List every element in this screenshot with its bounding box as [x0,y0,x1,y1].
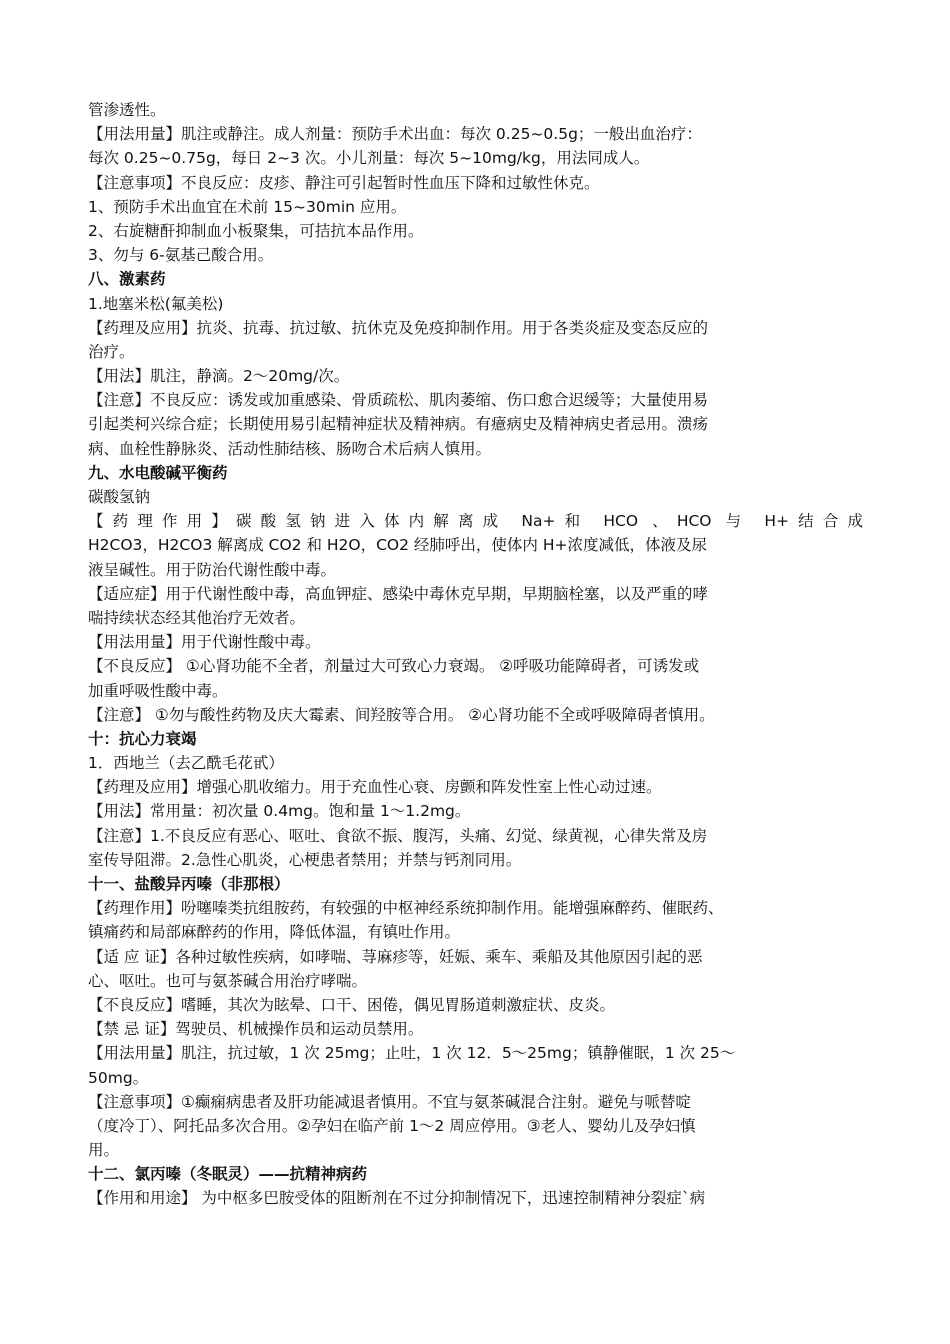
text-line: 【注意】1.不良反应有恶心、呕吐、食欲不振、腹泻，头痛、幻觉、绿黄视，心律失常及房 [88,826,708,845]
text-line: 【用法】常用量：初次量 0.4mg。饱和量 1～1.2mg。 [88,802,471,821]
text-line: 心、呕吐。也可与氨茶碱合用治疗哮喘。 [88,971,368,990]
text-line: 加重呼吸性酸中毒。 [88,681,228,700]
text-line: 【用法用量】用于代谢性酸中毒。 [88,633,321,652]
text-line: 喘持续状态经其他治疗无效者。 [88,608,306,627]
text-line: 【注意事项】不良反应：皮疹、静注可引起暂时性血压下降和过敏性休克。 [88,173,600,192]
text-line: 【用法】肌注，静滴。2～20mg/次。 [88,367,350,386]
text-line: 【用法用量】肌注或静注。成人剂量：预防手术出血：每次 0.25~0.5g；一般出血治疗： [88,125,702,144]
text-line: 镇痛药和局部麻醉药的作用，降低体温，有镇吐作用。 [88,923,461,942]
text-line: 3、勿与 6-氨基己酸合用。 [88,246,274,265]
text-line: 1．西地兰（去乙酰毛花甙） [88,754,284,773]
text-line: 1.地塞米松(氟美松) [88,294,224,313]
text-line: 【药理作用】碳酸氢钠进入体内解离成 Na+和 HCO 、HCO 与 H+结合成 [88,512,863,531]
text-line: 【注意】 ①勿与酸性药物及庆大霉素、间羟胺等合用。 ②心肾功能不全或呼吸障碍者慎用。 [88,705,715,724]
text-line: 引起类柯兴综合症；长期使用易引起精神症状及精神病。有癔病史及精神病史者忌用。溃疡 [88,415,709,434]
text-line: 【注意事项】①癫痫病患者及肝功能减退者慎用。不宜与氨茶碱混合注射。避免与哌替啶 [88,1092,691,1111]
text-line: 室传导阻滞。2.急性心肌炎，心梗患者禁用；并禁与钙剂同用。 [88,850,522,869]
text-line: 治疗。 [88,342,135,361]
text-line: 2、右旋糖酐抑制血小板聚集，可拮抗本品作用。 [88,221,424,240]
text-line: 【药理及应用】抗炎、抗毒、抗过敏、抗休克及免疫抑制作用。用于各类炎症及变态反应的 [88,318,709,337]
text-line: 【用法用量】肌注，抗过敏，1 次 25mg；止吐，1 次 12．5～25mg；镇静催眠，1 次 25～ [88,1044,736,1063]
text-line: 液呈碱性。用于防治代谢性酸中毒。 [88,560,337,579]
text-line: 用。 [88,1141,120,1160]
text-line: 【作用和用途】 为中枢多巴胺受体的阻断剂在不过分抑制情况下，迅速控制精神分裂症`病 [88,1189,706,1208]
section-heading: 十一、盐酸异丙嗪（非那根） [88,875,290,893]
text-line: 1、预防手术出血宜在术前 15~30min 应用。 [88,197,407,216]
section-heading: 八、激素药 [88,270,166,289]
text-line: 每次 0.25~0.75g，每日 2~3 次。小儿剂量：每次 5~10mg/kg，用法同成人。 [88,149,650,168]
section-heading: 十：抗心力衰竭 [88,729,197,748]
text-line: 【不良反应】嗜睡，其次为眩晕、口干、困倦，偶见胃肠道刺激症状、皮炎。 [88,995,616,1014]
text-line: 病、血栓性静脉炎、活动性肺结核、肠吻合术后病人慎用。 [88,439,492,458]
section-heading: 十二、氯丙嗪（冬眠灵）——抗精神病药 [88,1165,368,1184]
text-line: （度冷丁）、阿托品多次合用。②孕妇在临产前 1～2 周应停用。③老人、婴幼儿及孕妇慎 [88,1116,696,1135]
text-line: 【适 应 证】各种过敏性疾病，如哮喘、荨麻疹等，妊娠、乘车、乘船及其他原因引起的恶 [88,947,703,966]
text-line: 管渗透性。 [88,101,166,119]
text-line: 碳酸氢钠 [88,488,151,506]
text-line: H2CO3，H2CO3 解离成 CO2 和 H2O，CO2 经肺呼出，使体内 H+浓度减低，体液及尿 [88,536,707,555]
text-line: 【适应症】用于代谢性酸中毒，高血钾症、感染中毒休克早期，早期脑栓塞，以及严重的哮 [88,584,709,603]
text-line: 【不良反应】 ①心肾功能不全者，剂量过大可致心力衰竭。 ②呼吸功能障碍者，可诱发或 [88,657,700,676]
text-line: 50mg。 [88,1068,149,1087]
text-line: 【禁 忌 证】驾驶员、机械操作员和运动员禁用。 [88,1020,424,1039]
text-line: 【药理及应用】增强心肌收缩力。用于充血性心衰、房颤和阵发性室上性心动过速。 [88,778,662,797]
text-line: 【药理作用】吩噻嗪类抗组胺药，有较强的中枢神经系统抑制作用。能增强麻醉药、催眠药、 [88,899,724,918]
text-line: 【注意】不良反应：诱发或加重感染、骨质疏松、肌肉萎缩、伤口愈合迟缓等；大量使用易 [88,391,709,410]
document-body [88,98,863,1211]
section-heading: 九、水电酸碱平衡药 [88,463,228,482]
